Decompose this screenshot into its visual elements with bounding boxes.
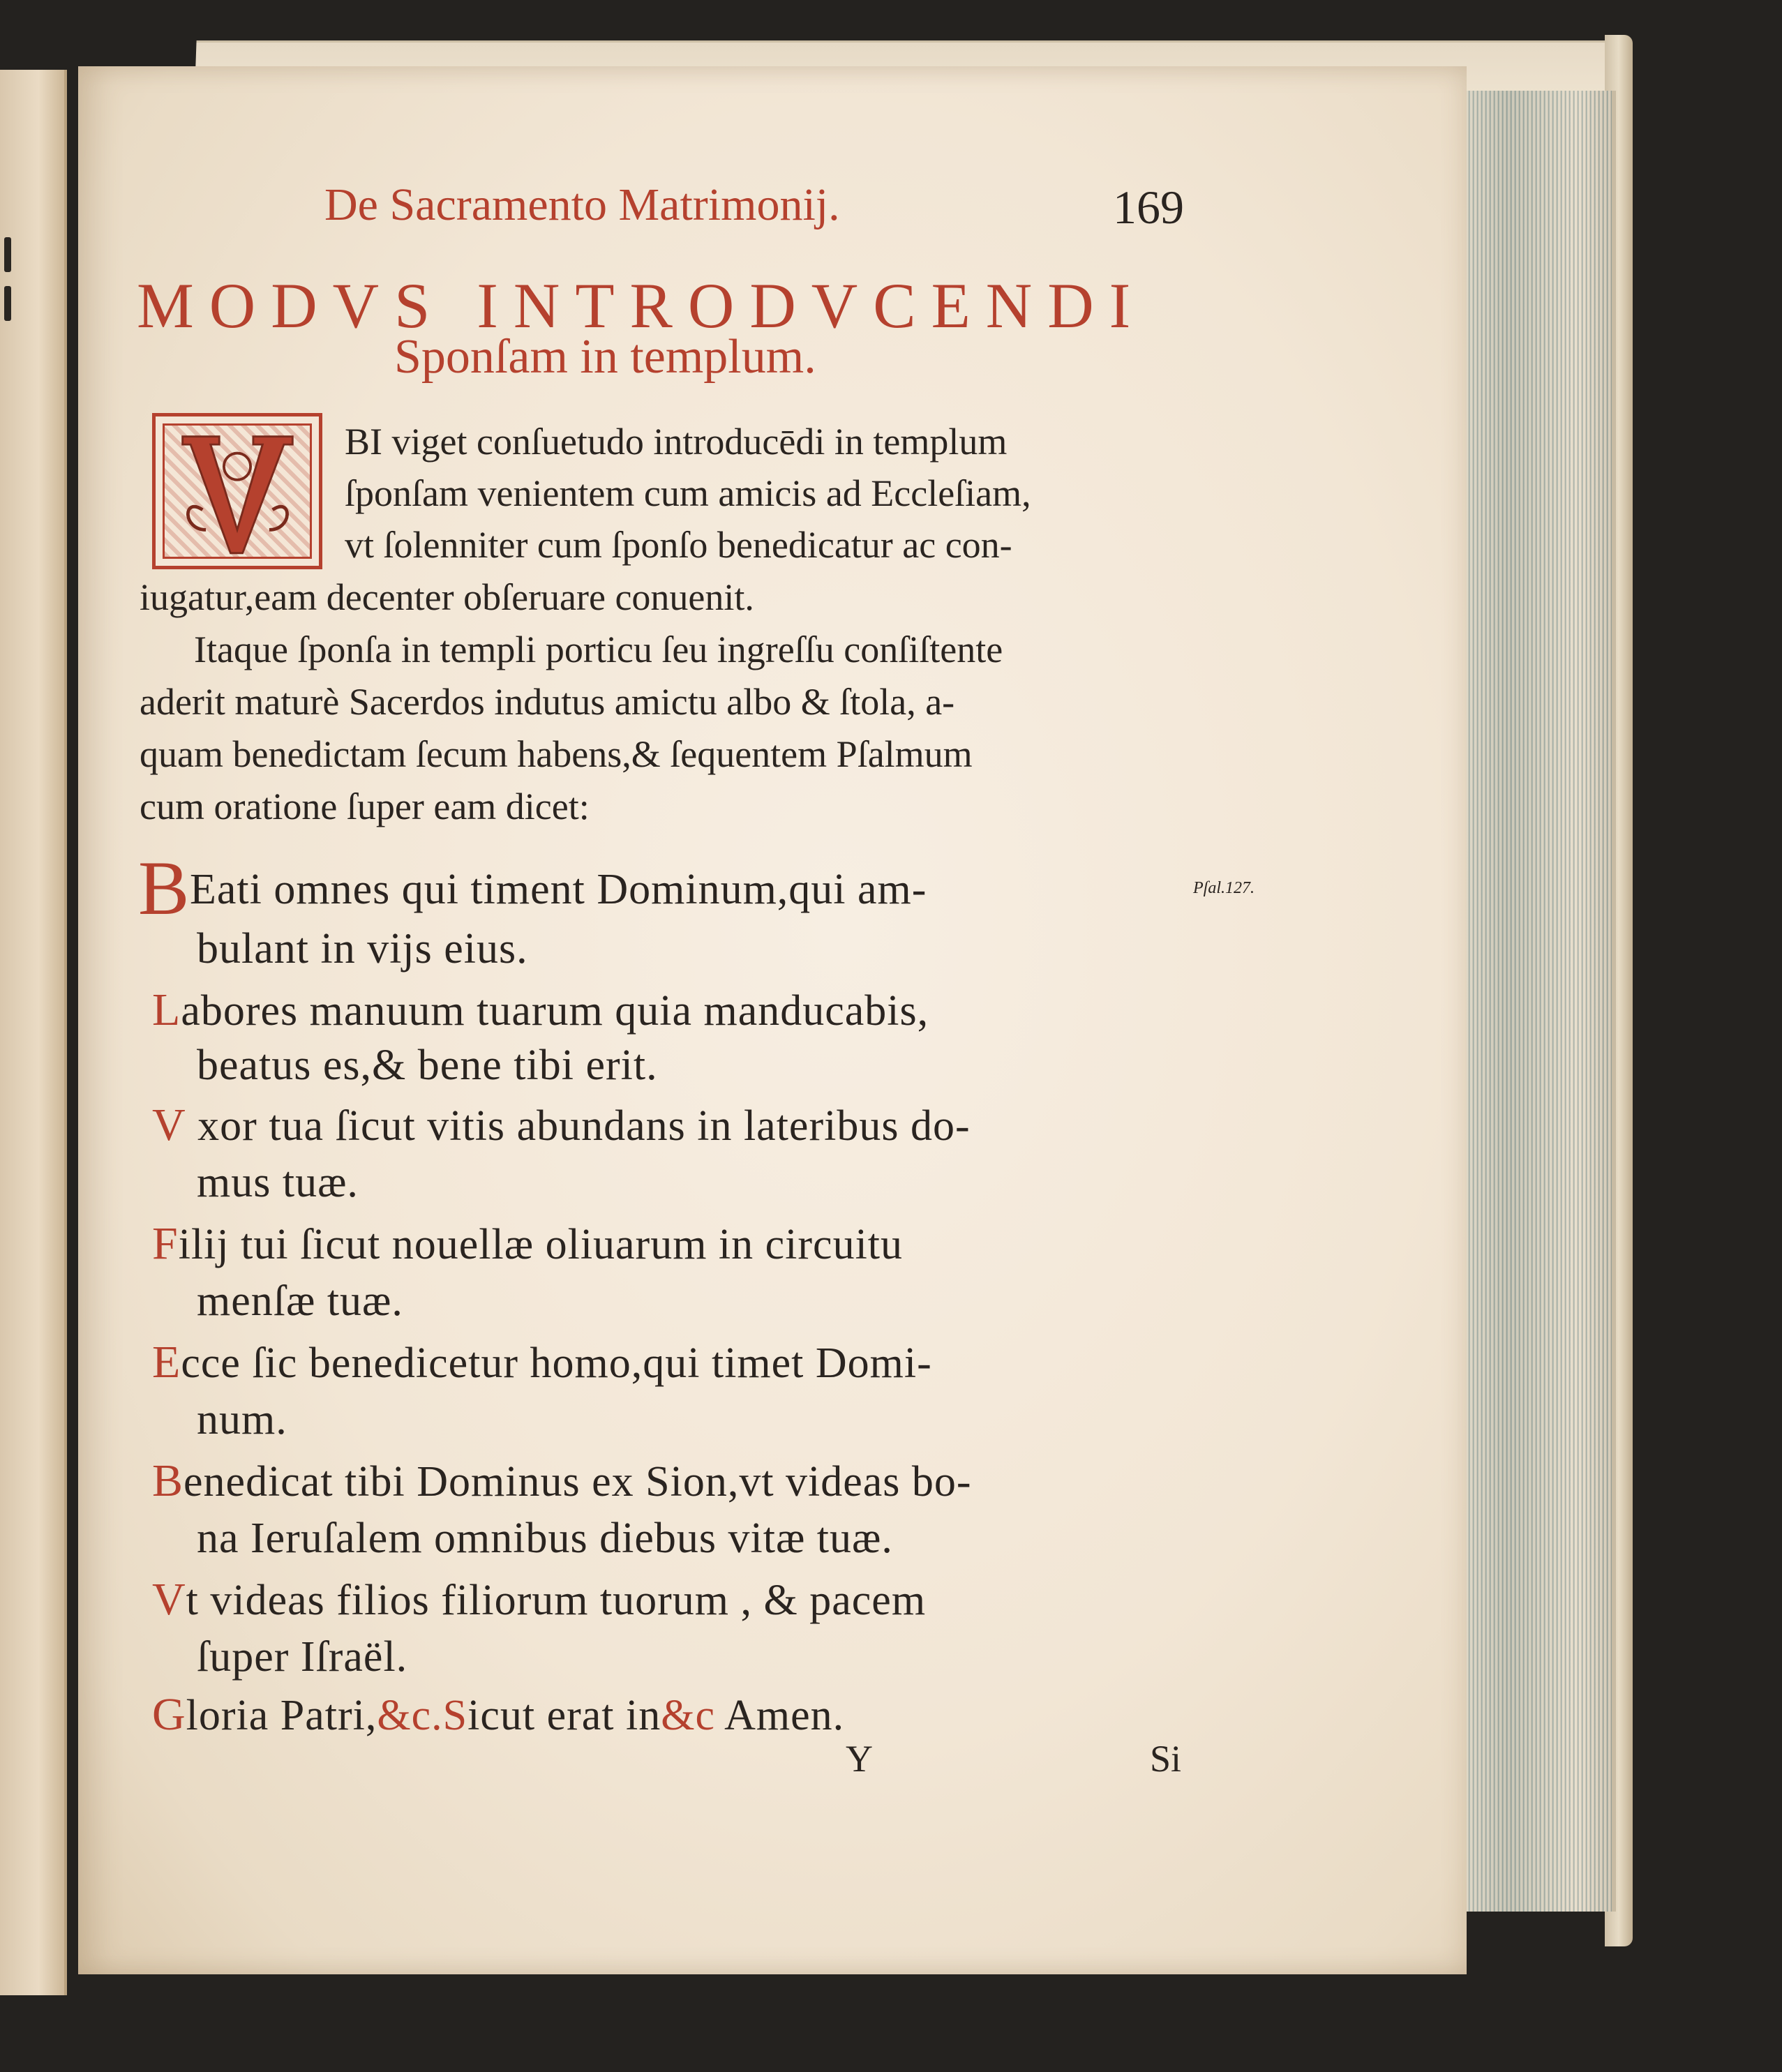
verse-continuation: bulant in vijs eius. [197,925,528,973]
psalm-verse-2 [152,984,929,1037]
psalm-verse-3 [152,1099,971,1152]
gloria-rubric: S [442,1692,468,1739]
paragraph-1-line: BI viget conſuetudo introducēdi in templum [345,421,1008,463]
verse-capital: B [138,846,190,931]
verse-capital: F [152,1218,179,1269]
verse-text: cce ſic benedicetur homo,qui timet Domi- [181,1339,932,1387]
verse-continuation: menſæ tuæ. [197,1277,403,1325]
verse-continuation: num. [197,1396,287,1443]
verse-continuation: mus tuæ. [197,1159,359,1206]
gloria-text: loria Patri, [186,1692,377,1739]
psalm-verse-6 [152,1455,972,1508]
page-number: 169 [1113,181,1184,234]
gloria-rubric: &c. [377,1692,443,1739]
psalm-verse-4 [152,1217,903,1270]
left-page-mark [4,286,11,321]
initial-letter-v [156,416,319,566]
verse-continuation: na Ieruſalem omnibus diebus vitæ tuæ. [197,1515,893,1562]
verse-text: ilij tui ſicut nouellæ oliuarum in circuitu [178,1221,904,1268]
paragraph-1-line: vt ſolenniter cum ſponſo benedicatur ac con- [345,524,1012,566]
verse-text: xor tua ſicut vitis abundans in lateribus do- [197,1102,971,1150]
verse-continuation: beatus es,& bene tibi erit. [197,1042,658,1089]
verse-text: Eati omnes qui timent Dominum,qui am- [190,866,927,913]
verse-capital: E [152,1337,181,1388]
paragraph-2-line: quam benedictam ſecum habens,& ſequentem Pſalmum [140,733,973,775]
verse-text: enedicat tibi Dominus ex Sion,vt videas bo- [184,1458,972,1506]
verse-capital: B [152,1455,184,1506]
left-page-edge [0,70,67,1995]
verse-continuation: ſuper Iſraël. [197,1633,408,1681]
paragraph-1-line: iugatur,eam decenter obſeruare conuenit. [140,576,754,618]
gloria-line [152,1688,844,1741]
section-title: MODVS INTRODVCENDI [137,270,1146,341]
page-block-edges [1441,91,1616,1912]
psalm-verse-7 [152,1573,926,1626]
verse-text: t videas filios filiorum tuorum , & pacem [186,1577,927,1624]
paragraph-2-line: Itaque ſponſa in templi porticu ſeu ingreſſu conſiſtente [194,629,1003,670]
catchword: Si [1150,1738,1182,1780]
verse-capital: V [152,1099,186,1150]
left-page-mark [4,237,11,272]
verse-capital: G [152,1689,186,1740]
running-head: De Sacramento Matrimonij. [324,179,840,230]
paragraph-1-line: ſponſam venientem cum amicis ad Eccleſiam, [345,472,1031,514]
verse-capital: V [152,1574,186,1625]
paragraph-2-line: aderit maturè Sacerdos indutus amictu albo & ſtola, a- [140,681,955,723]
margin-note: Pſal.127. [1193,879,1255,897]
signature-mark: Y [846,1738,873,1780]
gloria-rubric: &c [661,1692,715,1739]
verse-capital: L [152,984,181,1035]
paragraph-2-line: cum oratione ſuper eam dicet: [140,786,590,827]
verse-text: abores manuum tuarum quia manducabis, [181,987,929,1035]
psalm-verse-5 [152,1336,932,1389]
psalm-verse-1 [138,846,927,931]
section-subtitle: Sponſam in templum. [394,330,816,384]
gloria-text: icut erat in [467,1692,661,1739]
decorated-initial-v-icon [152,413,322,569]
gloria-text: Amen. [714,1692,845,1739]
